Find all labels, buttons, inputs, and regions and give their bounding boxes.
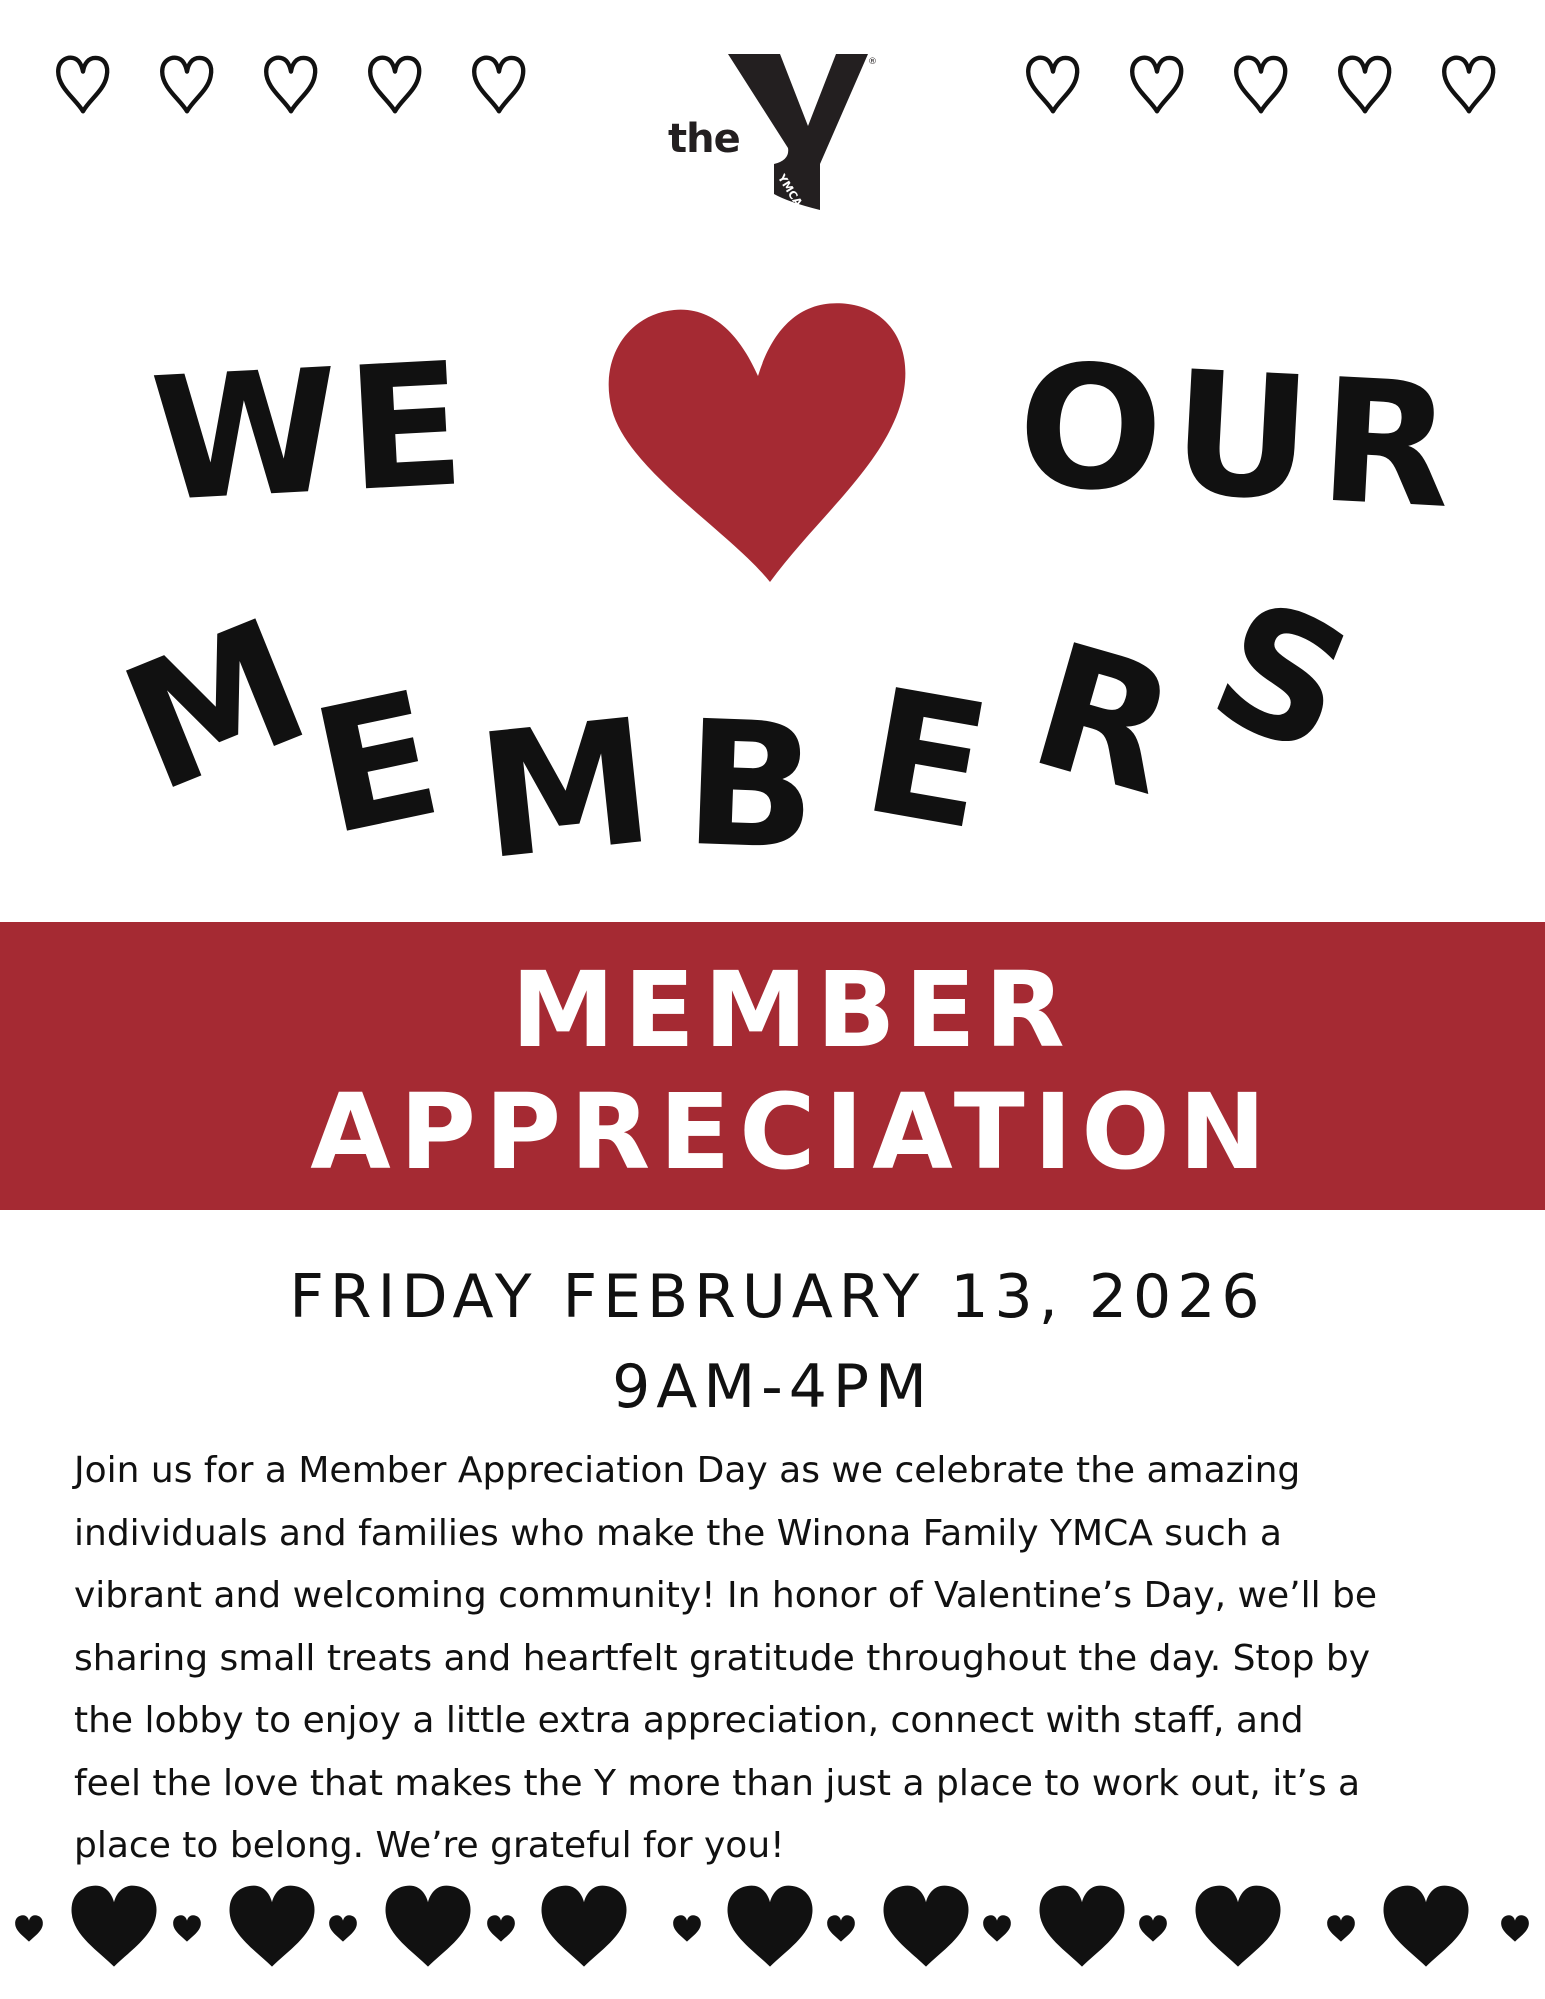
appreciation-banner [0, 922, 1545, 1210]
outline-heart-icon [468, 48, 530, 120]
members-letter: S [1187, 561, 1378, 794]
large-heart-icon [382, 1882, 474, 1974]
outline-heart-icon [52, 48, 114, 120]
small-heart-icon [486, 1914, 516, 1944]
red-heart-icon [600, 300, 910, 590]
large-heart-icon [226, 1882, 318, 1974]
large-heart-icon [880, 1882, 972, 1974]
event-time: 9AM-4PM [612, 1352, 933, 1422]
outline-heart-icon [1126, 48, 1188, 120]
description-line: feel the love that makes the Y more than just a place to work out, it’s a [74, 1762, 1361, 1804]
small-heart-icon [1500, 1914, 1530, 1944]
description-line: individuals and families who make the Winona Family YMCA such a [74, 1512, 1282, 1554]
bottom-heart-border [0, 1882, 1545, 1992]
small-heart-icon [328, 1914, 358, 1944]
event-date: FRIDAY FEBRUARY 13, 2026 [289, 1262, 1266, 1332]
description-line: vibrant and welcoming community! In honor of Valentine’s Day, we’ll be [74, 1575, 1378, 1616]
banner-title-line2: APPRECIATION [310, 1071, 1275, 1193]
ymca-logo [668, 52, 880, 212]
outline-heart-icon [1230, 48, 1292, 120]
members-letter: E [298, 652, 456, 875]
logo-ymca-text: YMCA [774, 172, 805, 209]
small-heart-icon [172, 1914, 202, 1944]
banner-title-line1: MEMBER [511, 949, 1074, 1071]
members-letter: M [98, 580, 333, 831]
outline-heart-icon [156, 48, 218, 120]
members-letter: M [469, 680, 662, 899]
small-heart-icon [1138, 1914, 1168, 1944]
event-description [74, 1440, 1494, 1878]
large-heart-icon [68, 1882, 160, 1974]
members-letter: E [851, 650, 1003, 869]
logo-registered-mark: ® [868, 57, 877, 67]
description-line: place to belong. We’re grateful for you! [74, 1825, 785, 1866]
small-heart-icon [672, 1914, 702, 1944]
large-heart-icon [538, 1882, 630, 1974]
description-line: sharing small treats and heartfelt gratitude throughout the day. Stop by [74, 1637, 1371, 1679]
headline-we: WE [147, 325, 477, 541]
outline-heart-icon [1334, 48, 1396, 120]
members-letter: R [1013, 604, 1196, 835]
outline-heart-icon [1438, 48, 1500, 120]
members-letter: B [681, 682, 820, 889]
headline-our: OUR [1013, 326, 1467, 548]
large-heart-icon [724, 1882, 816, 1974]
large-heart-icon [1192, 1882, 1284, 1974]
outline-heart-icon [364, 48, 426, 120]
outline-hearts-right [1022, 48, 1500, 120]
description-line: the lobby to enjoy a little extra appreciation, connect with staff, and [74, 1700, 1304, 1741]
small-heart-icon [826, 1914, 856, 1944]
large-heart-icon [1380, 1882, 1472, 1974]
large-heart-icon [1036, 1882, 1128, 1974]
logo-the-text: the [668, 116, 740, 162]
logo-y-icon [728, 52, 876, 212]
description-line: Join us for a Member Appreciation Day as we celebrate the amazing [74, 1450, 1301, 1491]
small-heart-icon [982, 1914, 1012, 1944]
small-heart-icon [1326, 1914, 1356, 1944]
outline-heart-icon [1022, 48, 1084, 120]
outline-hearts-left [52, 48, 530, 120]
headline-members [98, 561, 1460, 899]
small-heart-icon [14, 1914, 44, 1944]
outline-heart-icon [260, 48, 322, 120]
